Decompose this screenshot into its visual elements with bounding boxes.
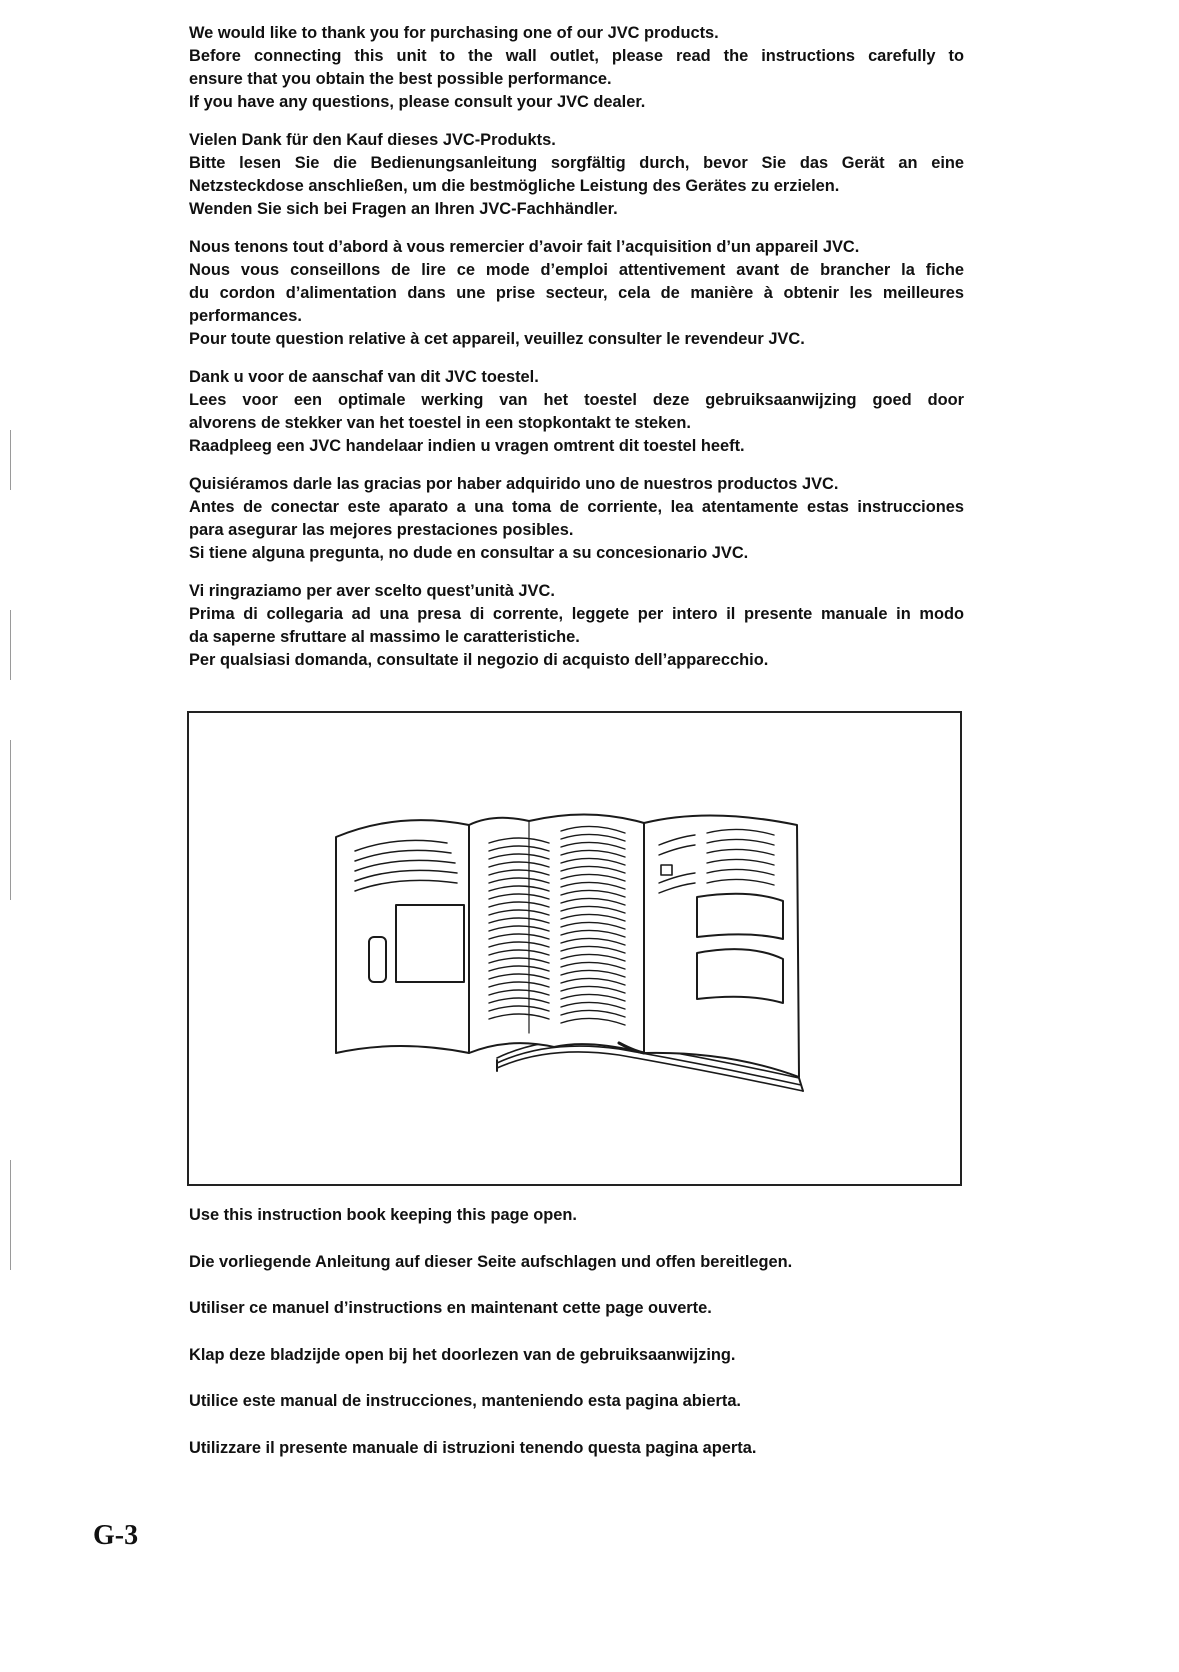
text-line: Netzsteckdose anschließen, um die bestmögliche Leistung des Gerätes zu erzielen. <box>189 177 840 195</box>
text-line: alvorens de stekker van het toestel in een stopkontakt te steken. <box>189 414 691 432</box>
caption-de: Die vorliegende Anleitung auf dieser Seite aufschlagen und offen bereitlegen. <box>189 1252 793 1271</box>
caption-en: Use this instruction book keeping this page open. <box>189 1206 577 1224</box>
text-line: Nous vous conseillons de lire ce mode d’emploi attentivement avant de brancher la fiche <box>189 261 964 279</box>
text-line: Dank u voor de aanschaf van dit JVC toestel. <box>189 368 539 386</box>
caption-nl: Klap deze bladzijde open bij het doorlezen van de gebruiksaanwijzing. <box>189 1345 736 1364</box>
page-number: G-3 <box>93 1520 139 1551</box>
scan-artifact <box>10 1160 11 1270</box>
text-line: Si tiene alguna pregunta, no dude en consultar a su concesionario JVC. <box>189 544 749 562</box>
text-line: Pour toute question relative à cet appareil, veuillez consulter le revendeur JVC. <box>189 330 805 348</box>
text-line: Raadpleeg een JVC handelaar indien u vragen omtrent dit toestel heeft. <box>189 437 745 455</box>
text-line: Nous tenons tout d’abord à vous remercier d’avoir fait l’acquisition d’un appareil JVC. <box>189 238 860 256</box>
caption-fr: Utiliser ce manuel d’instructions en maintenant cette page ouverte. <box>189 1299 712 1317</box>
text-line: If you have any questions, please consult your JVC dealer. <box>189 93 646 111</box>
text-line: performances. <box>189 307 302 325</box>
text-line: da saperne sfruttare al massimo le caratteristiche. <box>189 628 580 646</box>
text-line: Quisiéramos darle las gracias por haber adquirido uno de nuestros productos JVC. <box>189 475 839 493</box>
intro-paragraph-de <box>189 129 964 221</box>
text-line: Per qualsiasi domanda, consultate il negozio di acquisto dell’apparecchio. <box>189 651 769 669</box>
text-line: Lees voor een optimale werking van het toestel deze gebruiksaanwijzing goed door <box>189 391 964 409</box>
intro-paragraph-en <box>189 22 964 114</box>
scan-artifact <box>10 610 11 680</box>
caption-es: Utilice este manual de instrucciones, manteniendo esta pagina abierta. <box>189 1392 741 1410</box>
text-line: du cordon d’alimentation dans une prise secteur, cela de manière à obtenir les meilleures <box>189 284 964 302</box>
scan-artifact <box>10 740 11 900</box>
figure-frame <box>187 711 962 1186</box>
intro-paragraph-it <box>189 580 964 672</box>
open-book-icon <box>189 713 960 1184</box>
text-line: para asegurar las mejores prestaciones posibles. <box>189 521 574 539</box>
text-line: ensure that you obtain the best possible performance. <box>189 70 612 88</box>
caption-it: Utilizzare il presente manuale di istruzioni tenendo questa pagina aperta. <box>189 1438 757 1457</box>
text-line: Vi ringraziamo per aver scelto quest’unità JVC. <box>189 582 555 600</box>
scan-artifact <box>10 430 11 490</box>
text-line: Bitte lesen Sie die Bedienungsanleitung sorgfältig durch, bevor Sie das Gerät an eine <box>189 154 964 172</box>
intro-paragraph-nl <box>189 366 964 458</box>
text-line: Antes de conectar este aparato a una toma de corriente, lea atentamente estas instrucciones <box>189 498 964 516</box>
text-line: Prima di collegaria ad una presa di corrente, leggete per intero il presente manuale in modo <box>189 605 964 623</box>
text-line: Vielen Dank für den Kauf dieses JVC-Produkts. <box>189 131 556 149</box>
text-line: Before connecting this unit to the wall outlet, please read the instructions carefully to <box>189 47 964 65</box>
intro-text <box>189 22 964 687</box>
intro-paragraph-es <box>189 473 964 565</box>
usage-captions <box>189 1204 969 1483</box>
text-line: We would like to thank you for purchasing one of our JVC products. <box>189 24 719 42</box>
intro-paragraph-fr <box>189 236 964 351</box>
text-line: Wenden Sie sich bei Fragen an Ihren JVC-Fachhändler. <box>189 200 618 218</box>
